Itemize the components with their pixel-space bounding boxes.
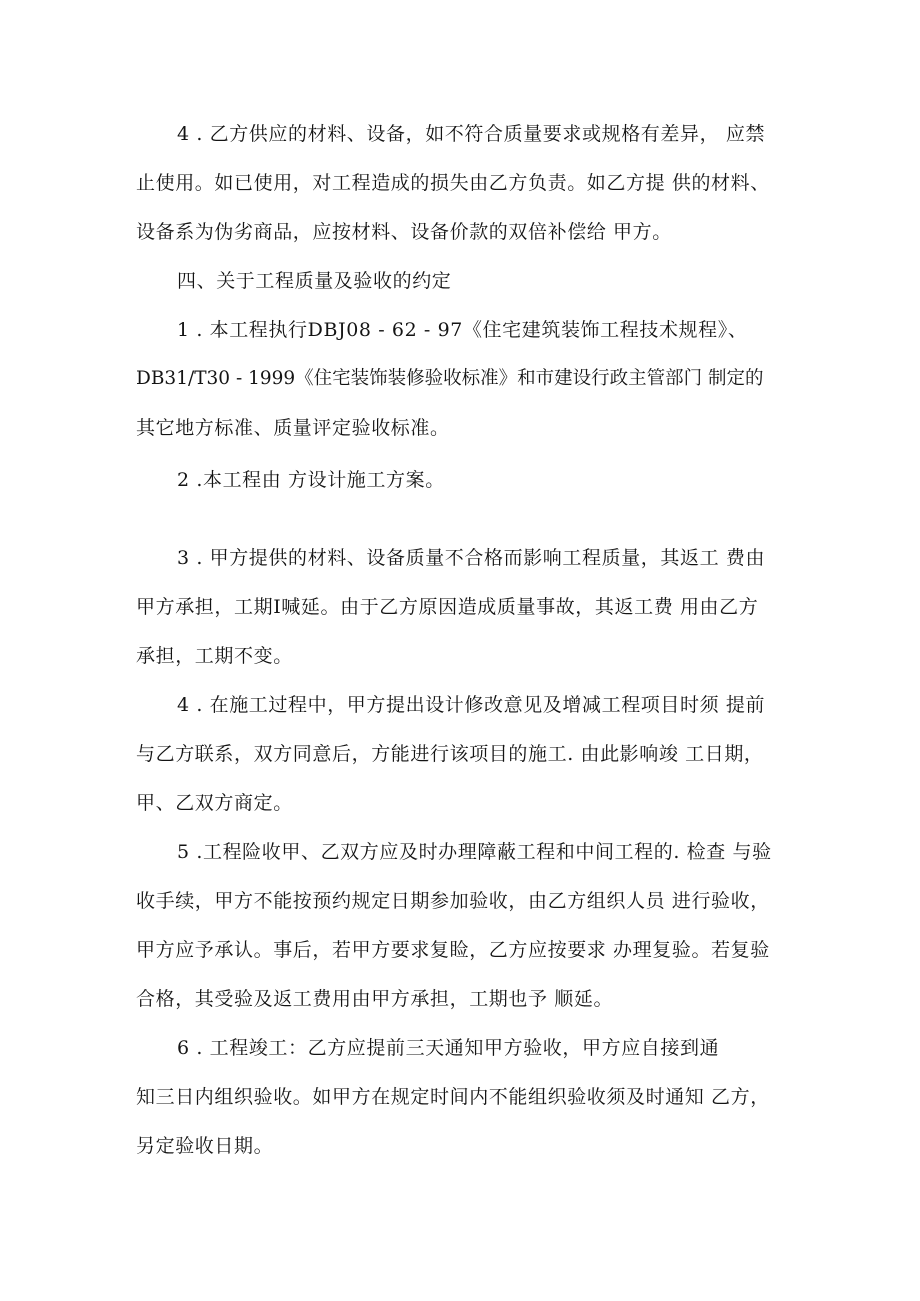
item-6-completion-line-3: 另定验收日期。	[136, 1135, 274, 1157]
item-4-supplied-materials-line-2: 止使用。如已使用，对工程造成的损失由乙方负责。如乙方提 供的材料、	[136, 172, 770, 194]
section-heading-quality-acceptance: 四、关于工程质量及验收的约定	[177, 270, 452, 292]
item-3-rework-cost-line-2: 甲方承担，工期I喊延。由于乙方原因造成质量事故，其返工费 用由乙方	[136, 596, 759, 618]
item-1-standards-line-3: 其它地方标准、质量评定验收标准。	[136, 417, 450, 439]
item-4-design-changes-line-1: 4 . 在施工过程中，甲方提出设计修改意见及增减工程项目时须 提前	[177, 694, 766, 716]
item-3-rework-cost-line-3: 承担，工期不变。	[136, 645, 293, 667]
item-1-standards-line-2: DB31/T30 - 1999《住宅装饰装修验收标准》和市建设行政主管部门 制定的	[136, 368, 764, 389]
item-3-rework-cost-line-1: 3 . 甲方提供的材料、设备质量不合格而影响工程质量，其返工 费由	[177, 547, 766, 569]
item-2-design-plan: 2 .本工程由 方设计施工方案。	[177, 469, 445, 491]
item-5-inspection-line-3: 甲方应予承认。事后，若甲方要求复睑，乙方应按要求 办理复验。若复验	[136, 939, 770, 961]
item-5-inspection-line-2: 收手续，甲方不能按预约规定日期参加验收，由乙方组织人员 进行验收，	[136, 890, 770, 912]
item-1-standards-line-1: 1 . 本工程执行DBJ08 - 62 - 97《住宅建筑装饰工程技术规程》、	[177, 319, 748, 341]
item-4-supplied-materials-line-3: 设备系为伪劣商品，应按材料、设备价款的双倍补偿给 甲方。	[136, 221, 672, 243]
item-4-design-changes-line-3: 甲、乙双方商定。	[136, 792, 293, 814]
item-4-supplied-materials-line-1: 4 . 乙方供应的材料、设备，如不符合质量要求或规格有差异， 应禁	[177, 123, 766, 145]
item-6-completion-line-1: 6 . 工程竣工：乙方应提前三天通知甲方验收，甲方应自接到通	[177, 1037, 720, 1059]
item-5-inspection-line-4: 合格，其受验及返工费用由甲方承担，工期也予 顺延。	[136, 988, 614, 1010]
item-6-completion-line-2: 知三日内组织验收。如甲方在规定时间内不能组织验收须及时通知 乙方，	[136, 1086, 770, 1108]
item-5-inspection-line-1: 5 .工程险收甲、乙双方应及时办理障蔽工程和中间工程的. 检查 与验	[177, 841, 772, 863]
item-4-design-changes-line-2: 与乙方联系，双方同意后，方能进行该项目的施工. 由此影响竣 工日期，	[136, 743, 764, 765]
